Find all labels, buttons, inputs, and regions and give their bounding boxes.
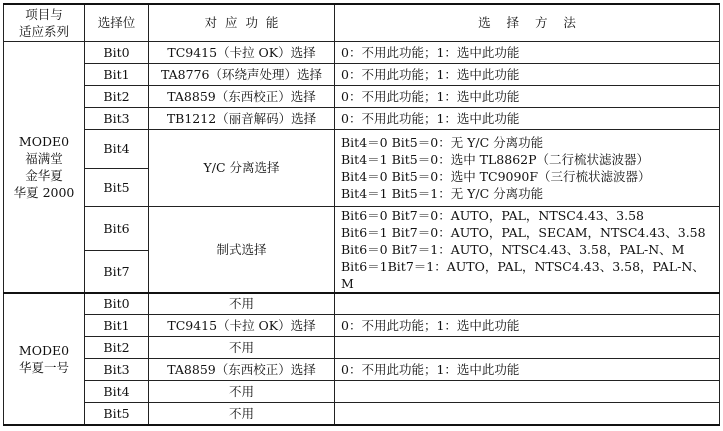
method-cell-system-select bbox=[335, 206, 720, 293]
header-project-line1: 项目与 bbox=[25, 6, 63, 22]
header-function: 对 应 功 能 bbox=[149, 4, 335, 41]
method-line: Bit6＝0 Bit7＝0：AUTO，PAL，NTSC4.43、3.58 bbox=[341, 207, 645, 223]
group-line: 华夏一号 bbox=[18, 359, 69, 375]
method-line: Bit4＝0 Bit5＝0：选中 TC9090F（三行梳状滤波器） bbox=[341, 168, 651, 184]
bit-cell: Bit7 bbox=[85, 250, 149, 292]
bit-cell: Bit3 bbox=[85, 359, 149, 381]
function-cell: 不用 bbox=[149, 381, 335, 403]
method-cell bbox=[335, 381, 720, 403]
table-row bbox=[4, 107, 720, 129]
bit-cell: Bit0 bbox=[85, 293, 149, 315]
table-row bbox=[4, 206, 720, 250]
bit-cell: Bit1 bbox=[85, 315, 149, 337]
table-row bbox=[4, 41, 720, 63]
method-line: Bit6＝0 Bit7＝1：AUTO，NTSC4.43、3.58，PAL-N、M bbox=[341, 241, 685, 257]
function-cell: TC9415（卡拉 OK）选择 bbox=[149, 315, 335, 337]
function-cell: 不用 bbox=[149, 403, 335, 425]
group-line: 福满堂 bbox=[25, 150, 63, 166]
method-line: Bit4＝0 Bit5＝0：无 Y/C 分离功能 bbox=[341, 134, 544, 150]
method-cell bbox=[335, 337, 720, 359]
function-cell: 不用 bbox=[149, 293, 335, 315]
bit-cell: Bit4 bbox=[85, 381, 149, 403]
method-line: Bit6＝1 Bit7＝0：AUTO，PAL，SECAM，NTSC4.43、3.58 bbox=[341, 224, 706, 240]
function-cell: 不用 bbox=[149, 337, 335, 359]
header-row bbox=[4, 4, 720, 41]
method-line: Bit6＝1Bit7＝1：AUTO，PAL，NTSC4.43、3.58，PAL-N、M bbox=[341, 258, 705, 291]
bit-cell: Bit5 bbox=[85, 168, 149, 206]
table-row bbox=[4, 337, 720, 359]
method-line: Bit4＝1 Bit5＝1：无 Y/C 分离功能 bbox=[341, 185, 544, 201]
header-project-series bbox=[4, 4, 85, 41]
header-select-bit: 选择位 bbox=[85, 4, 149, 41]
table-row bbox=[4, 85, 720, 107]
function-cell: TA8859（东西校正）选择 bbox=[149, 359, 335, 381]
function-cell: TB1212（丽音解码）选择 bbox=[149, 107, 335, 129]
function-cell: TC9415（卡拉 OK）选择 bbox=[149, 41, 335, 63]
method-cell: 0：不用此功能；1：选中此功能 bbox=[335, 315, 720, 337]
function-cell-system-select: 制式选择 bbox=[149, 206, 335, 293]
method-cell bbox=[335, 403, 720, 425]
method-cell: 0：不用此功能；1：选中此功能 bbox=[335, 41, 720, 63]
mode-config-table bbox=[3, 3, 720, 426]
group-label-mode0-huaxia-yihao bbox=[4, 293, 85, 425]
header-method: 选 择 方 法 bbox=[335, 4, 720, 41]
method-cell: 0：不用此功能；1：选中此功能 bbox=[335, 63, 720, 85]
bit-cell: Bit2 bbox=[85, 337, 149, 359]
method-cell: 0：不用此功能；1：选中此功能 bbox=[335, 359, 720, 381]
method-cell: 0：不用此功能；1：选中此功能 bbox=[335, 107, 720, 129]
table-row bbox=[4, 129, 720, 168]
bit-cell: Bit1 bbox=[85, 63, 149, 85]
bit-cell: Bit4 bbox=[85, 129, 149, 168]
table-row bbox=[4, 381, 720, 403]
function-cell-yc-separation: Y/C 分离选择 bbox=[149, 129, 335, 206]
method-line: Bit4＝1 Bit5＝0：选中 TL8862P（二行梳状滤波器） bbox=[341, 151, 650, 167]
method-cell-yc-separation bbox=[335, 129, 720, 206]
bit-cell: Bit2 bbox=[85, 85, 149, 107]
table-row bbox=[4, 63, 720, 85]
bit-cell: Bit3 bbox=[85, 107, 149, 129]
function-cell: TA8776（环绕声处理）选择 bbox=[149, 63, 335, 85]
group-label-mode0-fumantang bbox=[4, 41, 85, 293]
table-row bbox=[4, 359, 720, 381]
table-row bbox=[4, 315, 720, 337]
group-line: MODE0 bbox=[18, 342, 70, 358]
function-cell: TA8859（东西校正）选择 bbox=[149, 85, 335, 107]
method-cell: 0：不用此功能；1：选中此功能 bbox=[335, 85, 720, 107]
bit-cell: Bit6 bbox=[85, 206, 149, 250]
table-row bbox=[4, 403, 720, 425]
group-line: MODE0 bbox=[18, 133, 70, 149]
header-project-line2: 适应系列 bbox=[18, 23, 69, 39]
bit-cell: Bit5 bbox=[85, 403, 149, 425]
bit-cell: Bit0 bbox=[85, 41, 149, 63]
group-line: 华夏 2000 bbox=[13, 184, 75, 200]
method-cell bbox=[335, 293, 720, 315]
group-line: 金华夏 bbox=[25, 167, 63, 183]
table-row bbox=[4, 293, 720, 315]
